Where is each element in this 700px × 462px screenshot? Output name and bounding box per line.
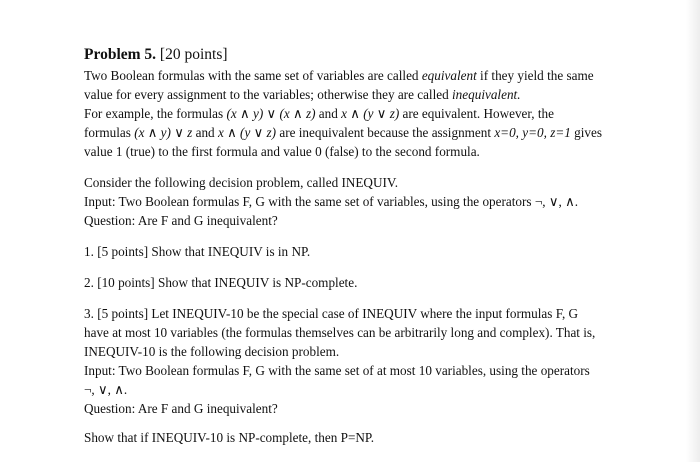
part-2: 2. [10 points] Show that INEQUIV is NP-complete.: [84, 275, 358, 290]
spacer: [84, 418, 664, 428]
intro-text: formulas: [84, 125, 135, 140]
intro-line-4: [84, 123, 664, 142]
spacer: [84, 230, 664, 242]
intro-line-3: [84, 104, 664, 123]
problem-points: [20 points]: [156, 46, 228, 63]
part-3-task: Show that if INEQUIV-10 is NP-complete, then P=NP.: [84, 430, 375, 445]
term-inequivalent: inequivalent.: [452, 87, 521, 102]
spacer: [84, 292, 664, 304]
spacer: [84, 261, 664, 273]
intro-text: Two Boolean formulas with the same set of variables are called: [84, 68, 422, 83]
intro-line-2: [84, 85, 664, 104]
part-3-line-1: 3. [5 points] Let INEQUIV-10 be the special case of INEQUIV where the input formulas F, G: [84, 306, 579, 321]
intro-text: are inequivalent because the assignment: [276, 125, 495, 140]
intro-text: and: [192, 125, 218, 140]
part-3-line-4: Input: Two Boolean formulas F, G with the same set of at most 10 variables, using the operators: [84, 363, 590, 378]
page-edge-shadow: [686, 0, 700, 462]
part-3-line-2: have at most 10 variables (the formulas themselves can be arbitrarily long and complex). That is,: [84, 325, 596, 340]
part-3-line-5: ¬, ∨, ∧.: [84, 382, 128, 397]
problem-title: [84, 44, 664, 66]
problem-text: [84, 44, 664, 447]
formula: (x ∧ y) ∨ z: [134, 125, 193, 140]
intro-text: For example, the formulas: [84, 106, 227, 121]
assignment: x=0, y=0, z=1: [494, 125, 571, 140]
intro-text: and: [315, 106, 342, 121]
intro-text: gives: [570, 125, 602, 140]
formula: (x ∧ y) ∨ (x ∧ z): [226, 106, 316, 121]
intro-text: if they yield the same: [476, 68, 594, 83]
intro-text: value for every assignment to the variables; otherwise they are called: [84, 87, 453, 102]
part-3-question: Question: Are F and G inequivalent?: [84, 401, 278, 416]
part-1: 1. [5 points] Show that INEQUIV is in NP.: [84, 244, 311, 259]
problem-number: Problem 5.: [84, 46, 157, 63]
intro-line-5: value 1 (true) to the first formula and value 0 (false) to the second formula.: [84, 144, 480, 159]
part-3-line-3: INEQUIV-10 is the following decision problem.: [84, 344, 340, 359]
decision-question: Question: Are F and G inequivalent?: [84, 213, 278, 228]
decision-input: Input: Two Boolean formulas F, G with the same set of variables, using the operators ¬, ∨, ∧.: [84, 194, 579, 209]
term-equivalent: equivalent: [421, 68, 477, 83]
intro-text: are equivalent. However, the: [399, 106, 554, 121]
decision-line-1: Consider the following decision problem, called INEQUIV.: [84, 175, 398, 190]
formula: x ∧ (y ∨ z): [341, 106, 400, 121]
formula: x ∧ (y ∨ z): [217, 125, 277, 140]
intro-line-1: [84, 66, 664, 85]
spacer: [84, 161, 664, 173]
